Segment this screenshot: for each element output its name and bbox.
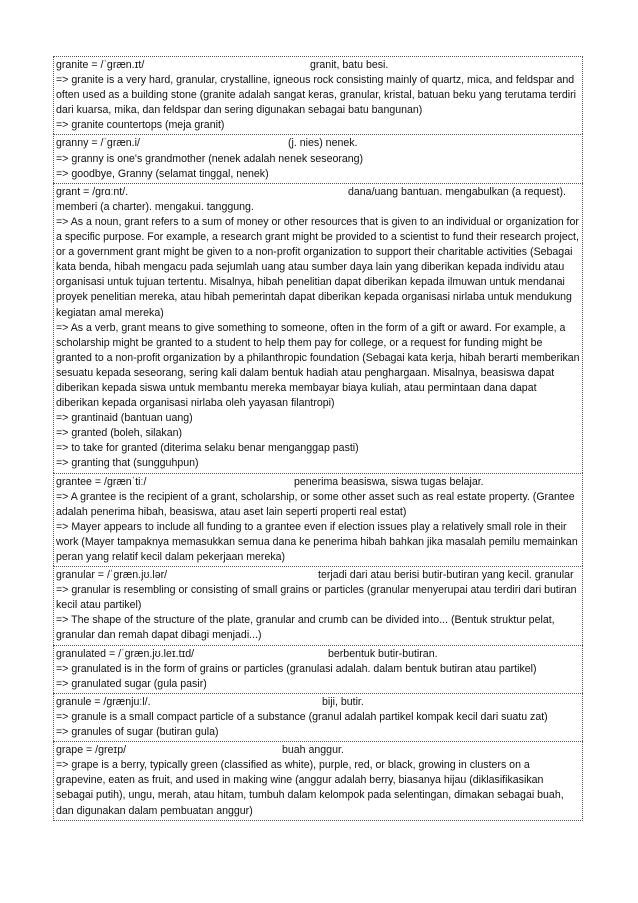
example-line: => The shape of the structure of the plate, granular and crumb can be divided into... (Bentuk struktur pelat, granular dan remah dapat dibagi menjadi...) — [56, 614, 555, 642]
entry-granular — [53, 566, 583, 644]
meaning-text: biji, butir. — [322, 695, 364, 708]
example-line: => granting that (sungguhpun) — [56, 457, 199, 470]
meaning-text: berbentuk butir-butiran. — [328, 647, 438, 660]
example-line: => As a noun, grant refers to a sum of money or other resources that is given to an individual or organization for a specific purpose. For example, a research grant might be provided to a scientist to fund their research project, or a government grant might be given to a non-profit organization to support their charitable activities (Sebagai kata benda, hibah mengacu pada sejumlah uang atau sumber daya lain yang diberikan kepada individu atau organisasi untuk tujuan tertentu. Misalnya, hibah penelitian dapat diberikan kepada ilmuwan untuk mendanai proyek penelitian mereka, atau hibah pemerintah dapat diberikan kepada organisasi nirlaba untuk mendukung kegiatan amal mereka) — [56, 215, 579, 319]
example-line: => Mayer appears to include all funding to a grantee even if election issues play a relatively small role in their work (Mayer tampaknya memasukkan semua dana ke penerima hibah bahkan jika masalah pemilu memainkan peran yang relatif kecil dalam pekerjaan mereka) — [56, 520, 578, 563]
headword-pronunciation: grape = /ɡreɪp/ — [56, 744, 127, 757]
headword-pronunciation: granular = /ˈɡræn.jʊ.lər/ — [56, 569, 168, 582]
entry-header — [56, 647, 580, 662]
example-line: => granulated sugar (gula pasir) — [56, 677, 207, 690]
example-line: => granular is resembling or consisting of small grains or particles (granular menyerupai atau terdiri dari butiran kecil atau partikel) — [56, 584, 577, 612]
entry-granulated — [53, 645, 583, 693]
example-line: => granted (boleh, silakan) — [56, 427, 183, 440]
example-line: => grape is a berry, typically green (classified as white), purple, red, or black, growing in clusters on a grapevine, eaten as fruit, and used in making wine (anggur adalah berry, biasanya hijau (diklasifikasikan sebagai putih), ungu, merah, atau hitam, tumbuh dalam kelompok pada selentingan, dimakan sebagai buah, dan digunakan dalam pembuatan anggur) — [56, 759, 564, 817]
meaning-text: granit, batu besi. — [310, 59, 389, 71]
example-line: => As a verb, grant means to give something to someone, often in the form of a gift or award. For example, a scholarship might be granted to a student to help them pay for college, or a request for funding might be granted to a non-profit organization by a philanthropic foundation (Sebagai kata kerja, hibah berarti memberikan sesuatu kepada seseorang, sering kali dalam bentuk hadiah atau penghargaan. Misalnya, beasiswa dapat diberikan kepada siswa untuk membantu mereka membayar biaya kuliah, atau permintaan dana dapat diberikan kepada organisasi nirlaba oleh yayasan filantropi) — [56, 321, 580, 410]
example-line: => granny is one's grandmother (nenek adalah nenek seseorang) — [56, 152, 364, 165]
headword-pronunciation: granulated = /ˈɡræn.jʊ.leɪ.tɪd/ — [56, 647, 195, 660]
entry-granny — [53, 134, 583, 182]
headword-pronunciation: granule = /ɡrænjuːl/. — [56, 695, 151, 708]
entry-header — [56, 743, 580, 758]
meaning-text: (j. nies) nenek. — [288, 137, 358, 150]
example-line: => to take for granted (diterima selaku benar menganggap pasti) — [56, 442, 359, 455]
entry-granite — [53, 56, 583, 134]
headword-pronunciation: granny = /ˈɡræn.i/ — [56, 137, 140, 150]
entry-grape — [53, 741, 583, 820]
entry-header — [56, 136, 580, 151]
example-line: => granule is a small compact particle of a substance (granul adalah partikel kompak kecil dari suatu zat) — [56, 710, 548, 723]
entry-grantee — [53, 473, 583, 567]
meaning-text: dana/uang bantuan. mengabulkan (a request). — [348, 185, 566, 198]
example-line: => grantinaid (bantuan uang) — [56, 412, 193, 425]
example-line: => A grantee is the recipient of a grant, scholarship, or some other asset such as real estate property. (Grantee adalah penerima hibah, beasiswa, atau aset lain seperti properti real estat) — [56, 490, 575, 518]
headword-pronunciation: grant = /ɡrɑːnt/. — [56, 185, 129, 198]
entry-header — [56, 568, 580, 583]
headword-pronunciation: granite = /ˈɡræn.ɪt/ — [56, 59, 145, 71]
entry-grant — [53, 183, 583, 473]
example-line: => granite countertops (meja granit) — [56, 119, 225, 132]
dictionary-document — [53, 56, 583, 821]
example-line: => granulated is in the form of grains or particles (granulasi adalah. dalam bentuk butiran atau partikel) — [56, 662, 537, 675]
entry-header — [56, 185, 580, 200]
meaning-text: penerima beasiswa, siswa tugas belajar. — [294, 475, 484, 488]
meaning-text: terjadi dari atau berisi butir-butiran yang kecil. granular — [318, 569, 574, 582]
meaning-text: buah anggur. — [282, 744, 344, 757]
example-line: => granules of sugar (butiran gula) — [56, 726, 219, 739]
headword-pronunciation: grantee = /ɡrænˈtiː/ — [56, 475, 147, 488]
entry-header — [56, 695, 580, 710]
entry-header — [56, 58, 580, 73]
meaning-continuation: memberi (a charter). mengakui. tanggung. — [56, 200, 254, 213]
entry-header — [56, 475, 580, 490]
example-line: => goodbye, Granny (selamat tinggal, nenek) — [56, 167, 269, 180]
entry-granule — [53, 693, 583, 741]
example-line: => granite is a very hard, granular, crystalline, igneous rock consisting mainly of quartz, mica, and feldspar and often used as a building stone (granite adalah sangat keras, granular, kristal, batuan beku yang terutama terdiri dari kuarsa, mika, dan feldspar dan sering digunakan sebagai batu bangunan) — [56, 74, 577, 117]
